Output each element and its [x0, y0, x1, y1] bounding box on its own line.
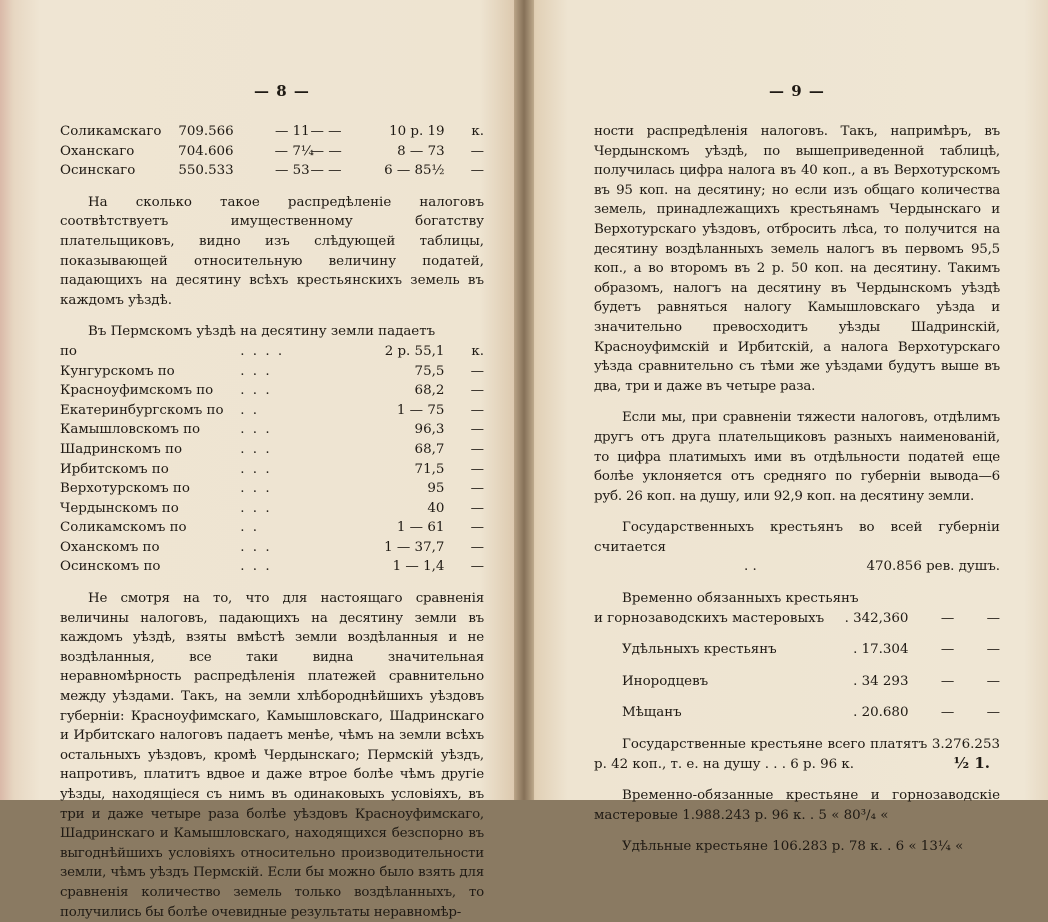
tax-per-desyatina-table	[60, 342, 484, 577]
table-row: Шадринскомъ по . . . 68,7 —	[60, 441, 484, 457]
paragraph: Если мы, при сравненіи тяжести налоговъ, отдѣлимъ другъ отъ друга плательщиковъ разныхъ наименованій, то цифра платимыхъ ими въ отдѣльности податей еще болѣе уклоняется отъ средняго по губерніи вывода—6 руб. 26 коп. на душу, или 92,9 коп. на десятину земли.	[594, 410, 1000, 504]
paragraph: На сколько такое распредѣленіе налоговъ соотвѣтствуетъ имущественному богатству плательщиковъ, видно изъ слѣдующей таблицы, показывающей относительную величину податей, падающихъ на десятину всѣхъ крестьянскихъ земель въ каждомъ уѣздѣ.	[60, 194, 484, 308]
state-peasants-total: . . 470.856 рев. душъ.	[744, 559, 1000, 575]
state-peasants-line: Государственныхъ крестьянъ во всей губерніи считается	[594, 520, 1000, 555]
paragraph: ности распредѣленія налоговъ. Такъ, напримѣръ, въ Чердынскомъ уѣздѣ, по вышеприведенной таблицѣ, получилась цифра налога въ 40 коп., а въ Верхотурскомъ въ 95 коп. на десятину; но если изъ общаго количества земель, принадлежащихъ крестьянамъ Чердынскаго и Верхотурскаго уѣздовъ, отбросить лѣса, то получится на десятину воздѣланныхъ земель налогъ въ первомъ 95,5 коп., а во второмъ въ 2 р. 50 коп. на десятину. Такимъ образомъ, налогъ на десятину въ Чердынскомъ уѣздѣ будетъ равняться налогу Камышловскаго уѣзда и значительно превосходитъ уѣзды Шадринскій, Красноуфимскій и Ирбитскій, а налога Верхотурскаго уѣзда сравнительно съ тѣми же уѣздами будутъ выше въ два, три и даже въ четыре раза.	[594, 124, 1000, 394]
table-row: Соликамскомъ по . . 1 — 61 —	[60, 520, 484, 536]
table-row: Верхотурскомъ по . . . 95 —	[60, 481, 484, 497]
table-row: Осинскомъ по . . . 1 — 1,4 —	[60, 559, 484, 575]
table-row: Удѣльныхъ крестьянъ . 17.304 — —	[622, 642, 1001, 658]
right-page	[524, 0, 1048, 855]
table-row: Красноуфимскомъ по . . . 68,2 —	[60, 383, 484, 399]
table-row: Оханскомъ по . . . 1 — 37,7 —	[60, 539, 484, 555]
table-row: по . . . . 2 р. 55,1 к.	[60, 343, 484, 359]
page-number-left: — 8 —	[254, 82, 310, 100]
right-text	[594, 122, 1000, 857]
table-row: Чердынскомъ по . . . 40 —	[60, 500, 484, 516]
payment-state: Государственные крестьяне всего платятъ 3.276.253 р. 42 коп., т. е. на душу . . . 6 р. 96 к.	[594, 737, 1000, 772]
table-row: Ирбитскомъ по . . . 71,5 —	[60, 461, 484, 477]
district-amount-table	[60, 122, 484, 181]
table-row: Камышловскомъ по . . . 96,3 —	[60, 422, 484, 438]
left-page	[0, 0, 524, 920]
paragraph: Не смотря на то, что для настоящаго сравненія величины налоговъ, падающихъ на десятину земли въ каждомъ уѣздѣ, взяты вмѣстѣ земли воздѣланныя и не воздѣланныя, все таки видна значительная неравномѣрность распредѣленія платежей сравнительно между уѣздами. Такъ, на земли хлѣбороднѣйшихъ уѣздовъ губерніи: Красноуфимскаго, Камышловскаго, Шадринскаго и Ирбитскаго налоговъ падаетъ менѣе, чѣмъ на земли всѣхъ остальныхъ уѣздовъ, кромѣ Чердынскаго; Пермскій уѣздъ, напротивъ, платитъ вдвое и даже втрое болѣе чѣмъ другіе уѣзды, находящіеся съ нимъ въ одинаковыхъ условіяхъ, въ три и даже четыре раза болѣе уѣздовъ Красноуфимскаго, Шадринскаго и Камышловскаго, находящихся безспорно въ выгоднѣйшихъ условіяхъ относительно производительности земли, чѣмъ уѣздъ Пермскій. Если бы можно было взять для сравненія количество земель только воздѣланныхъ, то получились бы болѣе очевидные результаты неравномѣр-	[60, 591, 484, 920]
district-row-osinsk: Осинскаго 550.533 — 53 — — 6 — 85½ —	[60, 163, 484, 179]
book-gutter	[514, 0, 534, 800]
table-row: Мѣщанъ . 20.680 — —	[622, 705, 1001, 721]
table-row: Временно обязанныхъ крестьянъ и горнозаводскихъ мастеровыхъ . 342,360 — —	[594, 591, 1001, 626]
district-row-okhansk: Оханскаго 704.606 — 7¼ — — 8 — 73 —	[60, 143, 484, 159]
left-text	[60, 122, 484, 922]
table-row: Инородцевъ . 34 293 — —	[622, 673, 1001, 689]
table-row: Екатеринбургскомъ по . . 1 — 75 —	[60, 402, 484, 418]
district-row-solikamsk: Соликамскаго 709.566 — 11 — — 10 р. 19 к.	[60, 124, 484, 139]
payment-temporary: Временно-обязанные крестьяне и горнозаводскіе мастеровые 1.988.243 р. 96 к. . 5 « 80³/₄ «	[594, 788, 1000, 823]
table-intro: Въ Пермскомъ уѣздѣ на десятину земли падаетъ	[88, 324, 436, 340]
population-table	[594, 589, 1000, 723]
page-number-right: — 9 —	[769, 82, 825, 100]
table-row: Кунгурскомъ по . . . 75,5 —	[60, 363, 484, 379]
payment-appanage: Удѣльные крестьяне 106.283 р. 78 к. . 6 « 13¼ «	[622, 839, 964, 855]
signature-mark: ½ 1.	[953, 754, 990, 772]
